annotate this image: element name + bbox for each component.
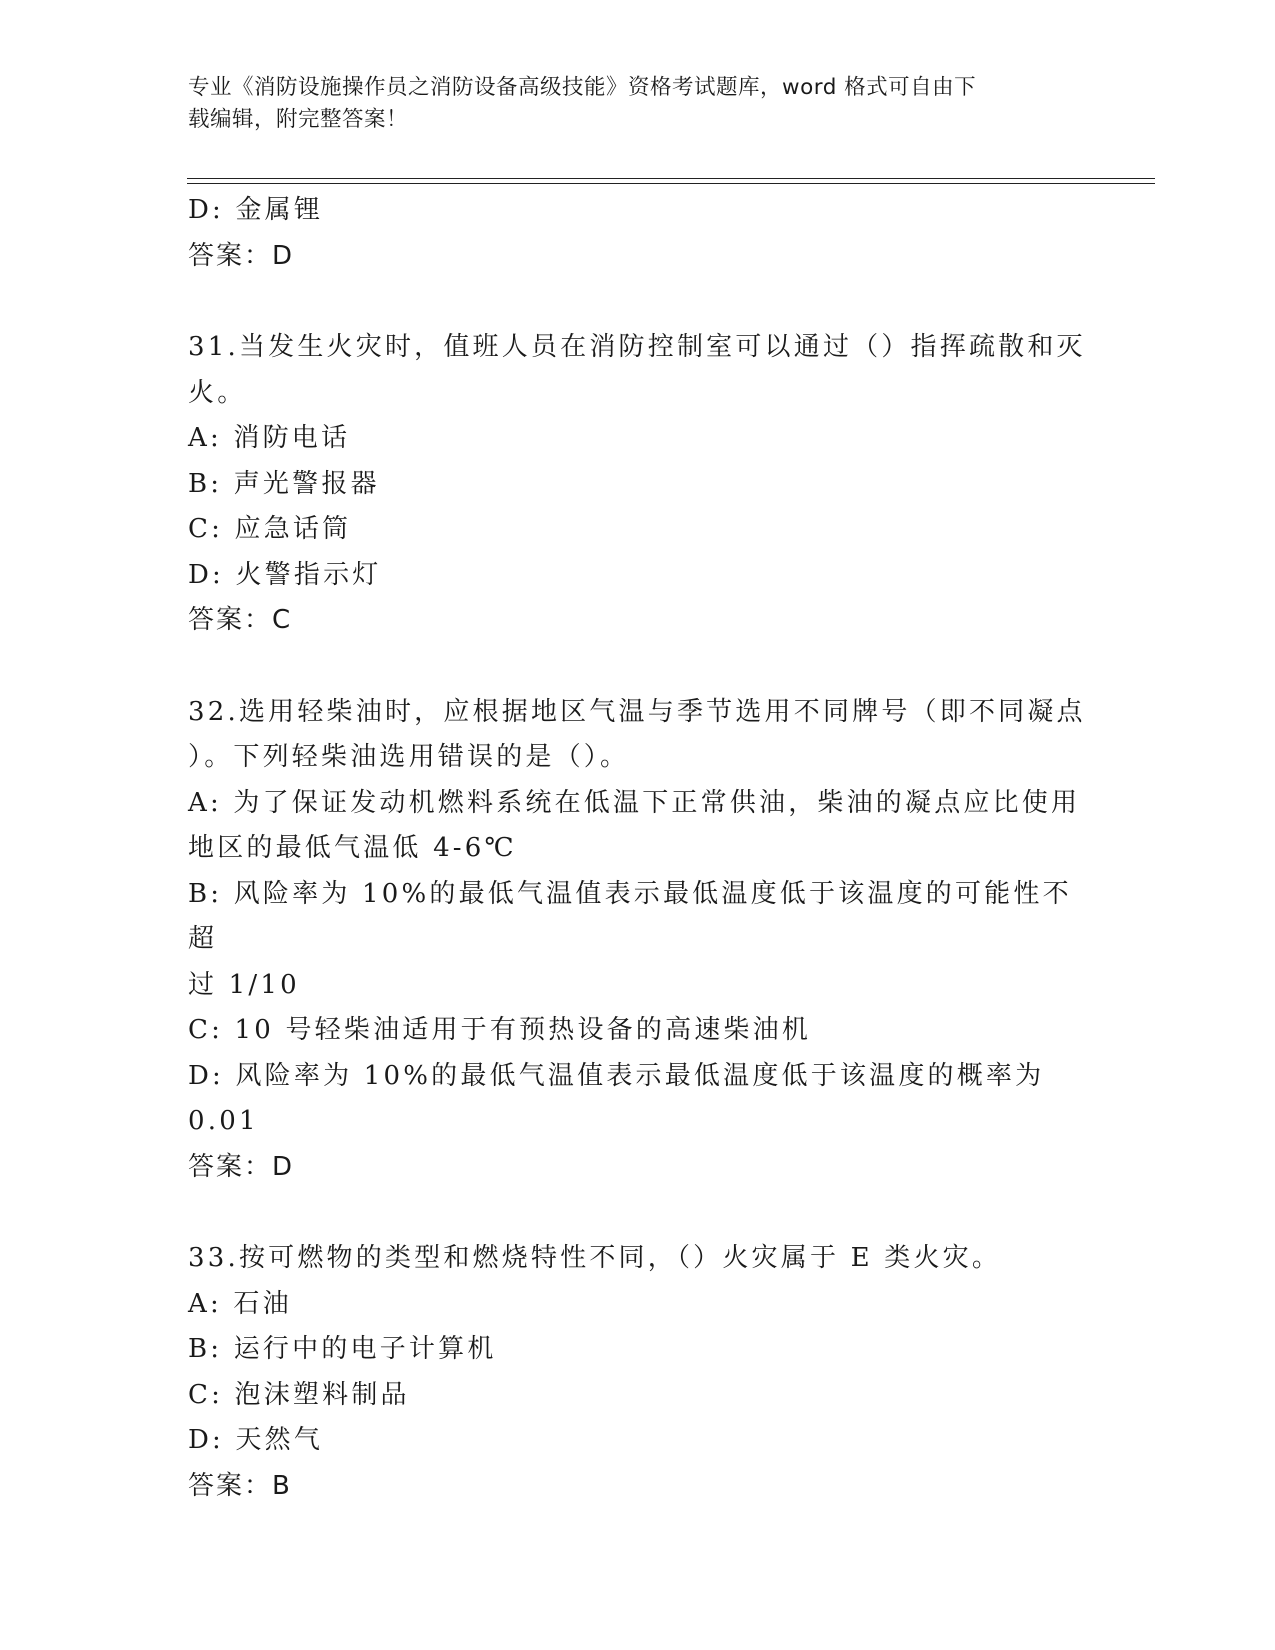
previous-question-tail [188, 188, 1088, 279]
question-content [188, 188, 1088, 1509]
answer-line: 答案：D [188, 240, 295, 271]
question-stem-continued: 火。 [188, 377, 247, 408]
page-header [188, 72, 1068, 136]
option-b: B: 运行中的电子计算机 [188, 1334, 497, 1364]
question-stem: 31.当发生火灾时，值班人员在消防控制室可以通过（）指挥疏散和灭 [188, 332, 1086, 362]
question-33 [188, 1236, 1088, 1509]
header-divider-top [187, 178, 1155, 179]
option-d: D: 火警指示灯 [188, 559, 382, 590]
option-d: D: 金属锂 [188, 195, 324, 225]
question-31 [188, 325, 1088, 644]
option-c: C: 应急话筒 [188, 514, 352, 544]
option-a-continued: 地区的最低气温低 4-6℃ [188, 833, 517, 863]
option-a: A: 为了保证发动机燃料系统在低温下正常供油，柴油的凝点应比使用 [188, 787, 1081, 818]
question-stem: 32.选用轻柴油时，应根据地区气温与季节选用不同牌号（即不同凝点 [188, 696, 1086, 727]
question-32 [188, 690, 1088, 1191]
header-divider-bottom [187, 183, 1155, 184]
answer-line: 答案：C [188, 605, 293, 635]
option-c: C: 泡沫塑料制品 [188, 1379, 410, 1410]
option-b-continued: 过 1/10 [188, 969, 300, 1000]
answer-line: 答案：D [188, 1151, 295, 1182]
option-d: D: 风险率为 10%的最低气温值表示最低温度低于该温度的概率为 0.01 [188, 1060, 1045, 1136]
option-a: A: 消防电话 [188, 423, 351, 453]
header-line-1: 专业《消防设施操作员之消防设备高级技能》资格考试题库，word 格式可自由下 [188, 75, 977, 100]
option-c: C: 10 号轻柴油适用于有预热设备的高速柴油机 [188, 1015, 812, 1045]
option-a: A: 石油 [188, 1288, 292, 1319]
option-b: B: 风险率为 10%的最低气温值表示最低温度低于该温度的可能性不超 [188, 878, 1072, 954]
option-b: B: 声光警报器 [188, 468, 380, 499]
question-stem-continued: ）。下列轻柴油选用错误的是（）。 [188, 742, 630, 772]
question-stem: 33.按可燃物的类型和燃烧特性不同，（）火灾属于 E 类火灾。 [188, 1243, 1002, 1273]
header-line-2: 载编辑，附完整答案！ [188, 107, 409, 132]
option-d: D: 天然气 [188, 1425, 324, 1455]
answer-line: 答案：B [188, 1470, 292, 1501]
